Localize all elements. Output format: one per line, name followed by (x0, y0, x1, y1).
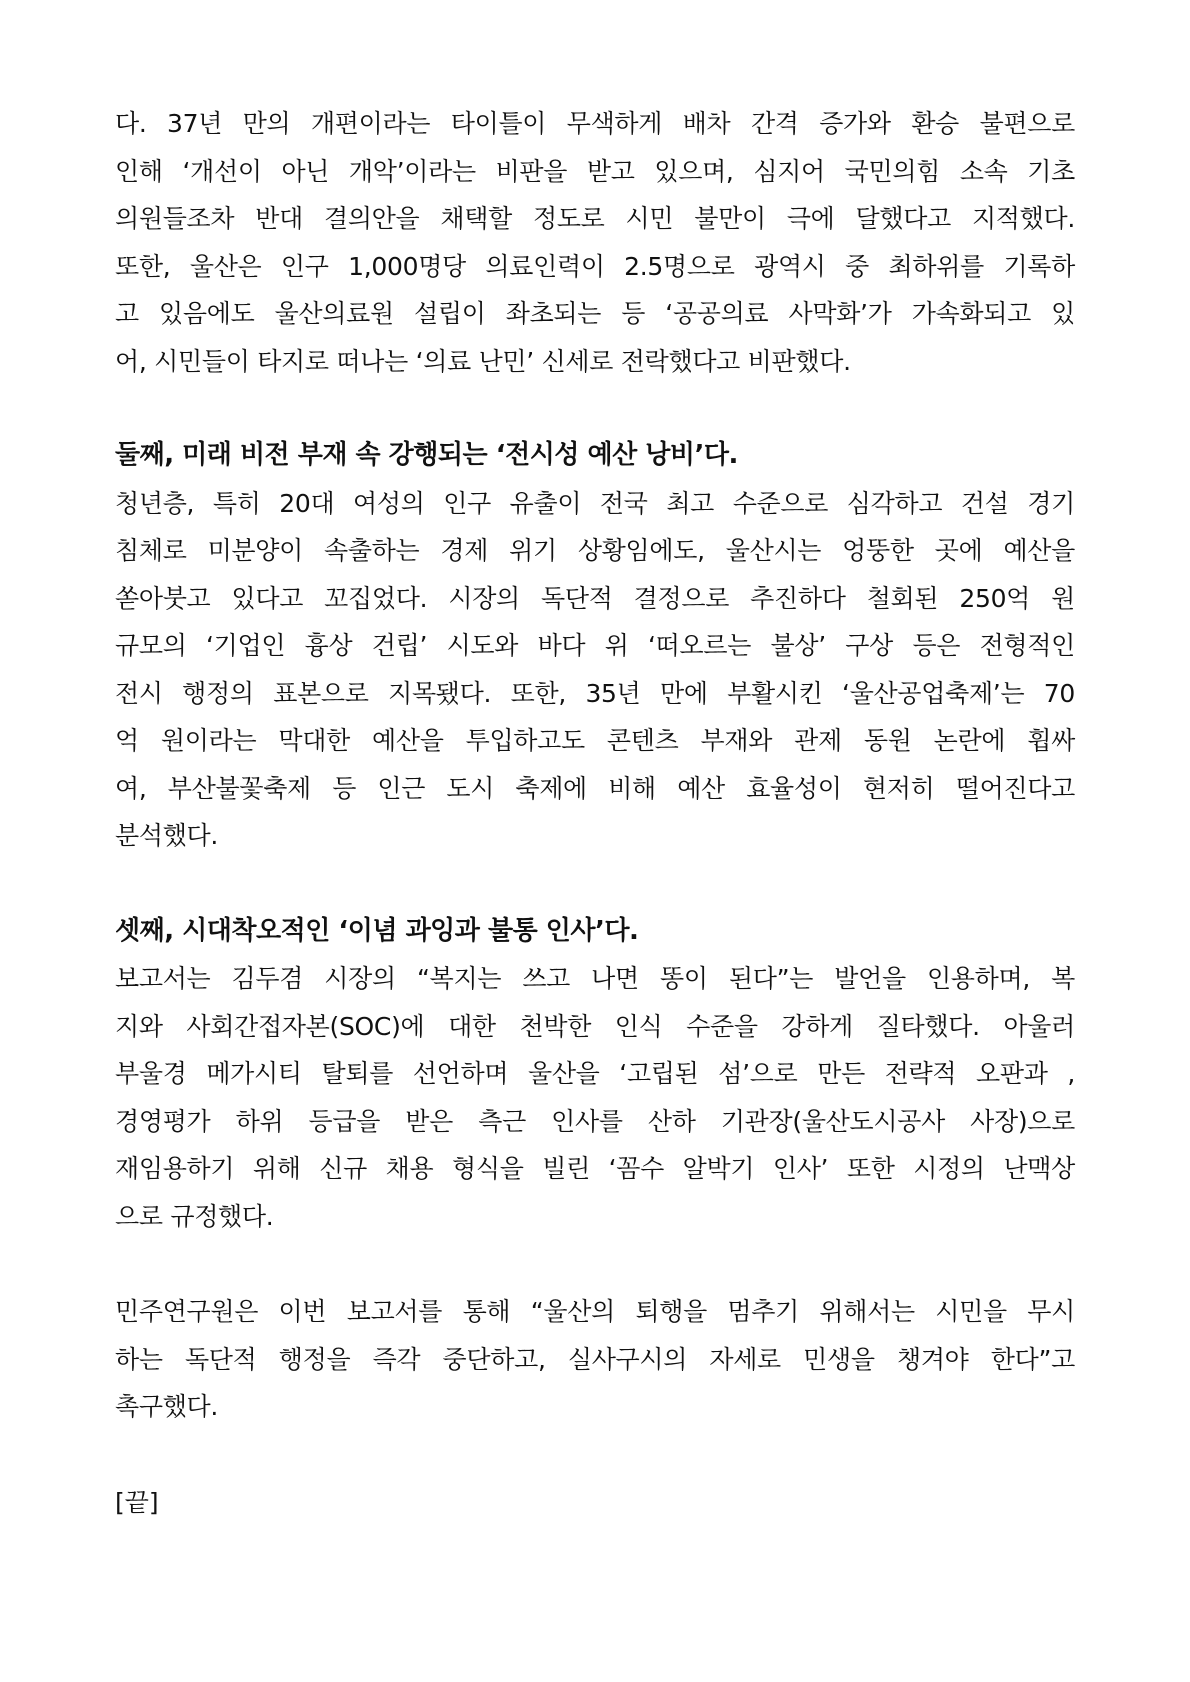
paragraph-line: 인해 ‘개선이 아닌 개악’이라는 비판을 받고 있으며, 심지어 국민의힘 소속 기초 (115, 156, 1075, 186)
paragraph-line: 부울경 메가시티 탈퇴를 선언하며 울산을 ‘고립된 섬’으로 만든 전략적 오판과 , (115, 1059, 1075, 1088)
conclusion-paragraph (115, 1288, 1075, 1431)
paragraph-line: 쏟아붓고 있다고 꼬집었다. 시장의 독단적 결정으로 추진하다 철회된 250억 원 (115, 583, 1075, 613)
paragraph-line: 또한, 울산은 인구 1,000명당 의료인력이 2.5명으로 광역시 중 최하위를 기록하 (115, 251, 1075, 281)
paragraph-line: 촉구했다. (115, 1392, 219, 1421)
section3-paragraph (115, 955, 1075, 1240)
document-page (115, 100, 1075, 1526)
paragraph-line: 경영평가 하위 등급을 받은 측근 인사를 산하 기관장(울산도시공사 사장)으로 (115, 1106, 1075, 1136)
paragraph-line: 어, 시민들이 타지로 떠나는 ‘의료 난민’ 신세로 전락했다고 비판했다. (115, 346, 851, 376)
paragraph-line: 지와 사회간접자본(SOC)에 대한 천박한 인식 수준을 강하게 질타했다. 아울러 (115, 1011, 1075, 1041)
section3-heading: 셋째, 시대착오적인 ‘이념 과잉과 불통 인사’다. (115, 915, 639, 946)
paragraph-line: 규모의 ‘기업인 흉상 건립’ 시도와 바다 위 ‘떠오르는 불상’ 구상 등은 전형적인 (115, 631, 1075, 660)
section2-paragraph (115, 480, 1075, 860)
paragraph-line: 의원들조차 반대 결의안을 채택할 정도로 시민 불만이 극에 달했다고 지적했다. (115, 204, 1075, 233)
intro-paragraph (115, 100, 1075, 385)
section2-heading: 둘째, 미래 비전 부재 속 강행되는 ‘전시성 예산 낭비’다. (115, 440, 738, 470)
paragraph-line: 재임용하기 위해 신규 채용 형식을 빌린 ‘꼼수 알박기 인사’ 또한 시정의 난맥상 (115, 1154, 1075, 1183)
paragraph-line: 으로 규정했다. (115, 1201, 274, 1231)
paragraph-line: 고 있음에도 울산의료원 설립이 좌초되는 등 ‘공공의료 사막화’가 가속화되고 있 (115, 299, 1075, 328)
paragraph-line: 다. 37년 만의 개편이라는 타이틀이 무색하게 배차 간격 증가와 환승 불편으로 (115, 109, 1075, 138)
paragraph-line: 분석했다. (115, 821, 219, 850)
paragraph-line: 하는 독단적 행정을 즉각 중단하고, 실사구시의 자세로 민생을 챙겨야 한다”고 (115, 1344, 1075, 1374)
paragraph-line: 여, 부산불꽃축제 등 인근 도시 축제에 비해 예산 효율성이 현저히 떨어진다고 (115, 773, 1075, 803)
paragraph-line: 억 원이라는 막대한 예산을 투입하고도 콘텐츠 부재와 관제 동원 논란에 휩싸 (115, 726, 1075, 755)
end-mark: [끝] (115, 1487, 159, 1517)
paragraph-line: 침체로 미분양이 속출하는 경제 위기 상황임에도, 울산시는 엉뚱한 곳에 예산을 (115, 536, 1075, 565)
paragraph-line: 보고서는 김두겸 시장의 “복지는 쓰고 나면 똥이 된다”는 발언을 인용하며, 복 (115, 964, 1075, 993)
paragraph-line: 전시 행정의 표본으로 지목됐다. 또한, 35년 만에 부활시킨 ‘울산공업축제’는 70 (115, 678, 1075, 708)
paragraph-line: 민주연구원은 이번 보고서를 통해 “울산의 퇴행을 멈추기 위해서는 시민을 무시 (115, 1297, 1075, 1326)
paragraph-line: 청년층, 특히 20대 여성의 인구 유출이 전국 최고 수준으로 심각하고 건설 경기 (115, 488, 1075, 518)
